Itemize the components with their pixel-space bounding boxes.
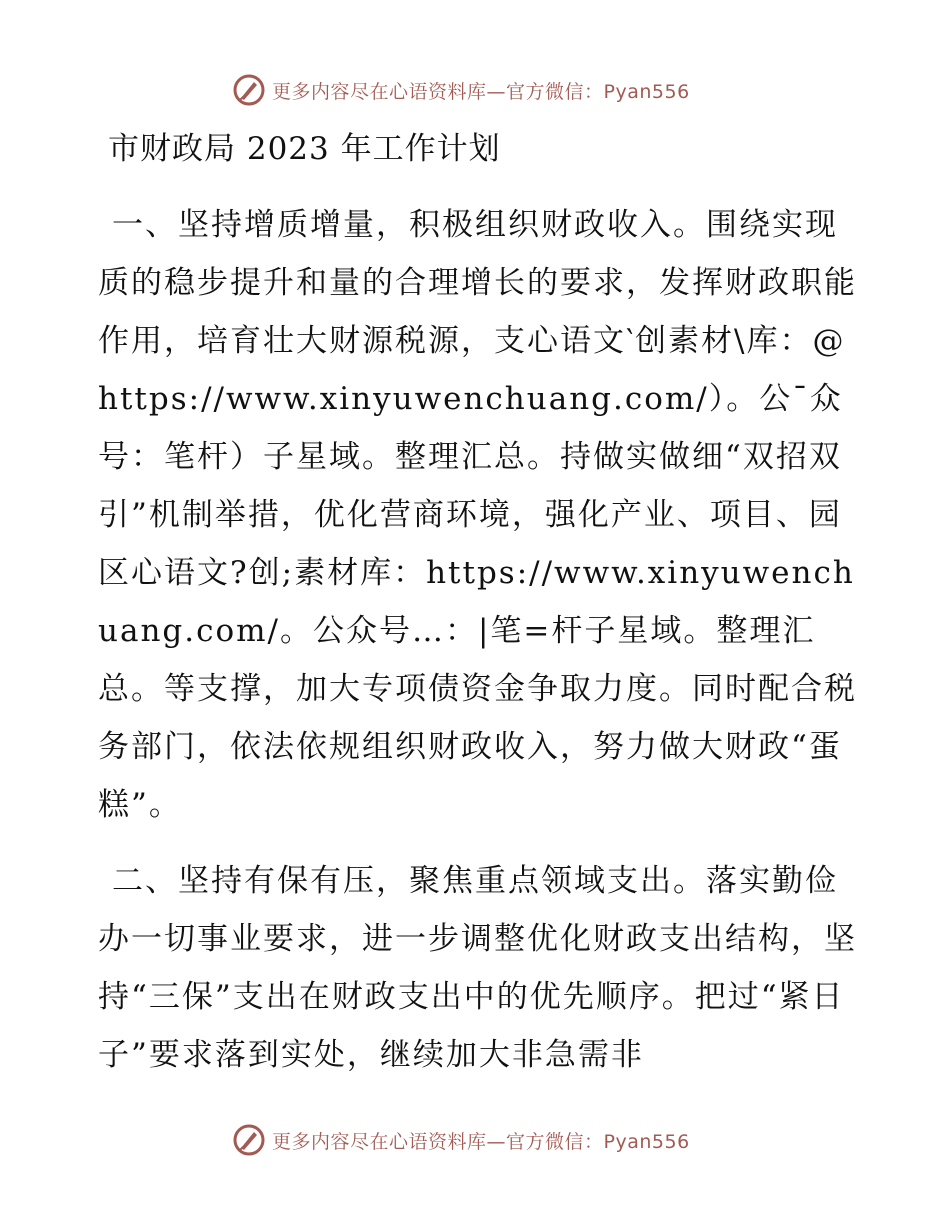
paragraph-2-text: 二、坚持有保有压，聚焦重点领域支出。落实勤俭办一切事业要求，进一步调整优化财政支出结构，坚持“三保”支出在财政支出中的优先顺序。把过“紧日子”要求落到实处，继续加大非急需非 xyxy=(98,863,857,1073)
paragraph-2 xyxy=(98,852,858,1084)
quill-logo-icon xyxy=(232,73,266,107)
quill-logo-icon xyxy=(232,1123,266,1157)
watermark-header xyxy=(232,70,752,110)
document-body xyxy=(98,196,858,1084)
watermark-footer xyxy=(232,1120,752,1160)
watermark-text: 更多内容尽在心语资料库—官方微信：Pyan556 xyxy=(272,80,690,103)
watermark-text: 更多内容尽在心语资料库—官方微信：Pyan556 xyxy=(272,1130,690,1153)
document-title: 市财政局 2023 年工作计划 xyxy=(108,131,501,167)
paragraph-1 xyxy=(98,196,858,834)
paragraph-1-text: 一、坚持增质增量，积极组织财政收入。围绕实现质的稳步提升和量的合理增长的要求，发挥财政职能作用，培育壮大财源税源，支心语文‵创素材\库：@https://www.xinyuwenchuang.com/）。公¯众号：笔杆）子星域。整理汇总。持做实做细“双招双引”机制举措，优化营商环境，强化产业、项目、园区心语文?创;素材库：https://www.xinyuwenchuang.com/。公众号…：|笔=杆子星域。整理汇总。等支撑，加大专项债资金争取力度。同时配合税务部门，依法依规组织财政收入，努力做大财政“蛋糕”。 xyxy=(98,207,857,823)
